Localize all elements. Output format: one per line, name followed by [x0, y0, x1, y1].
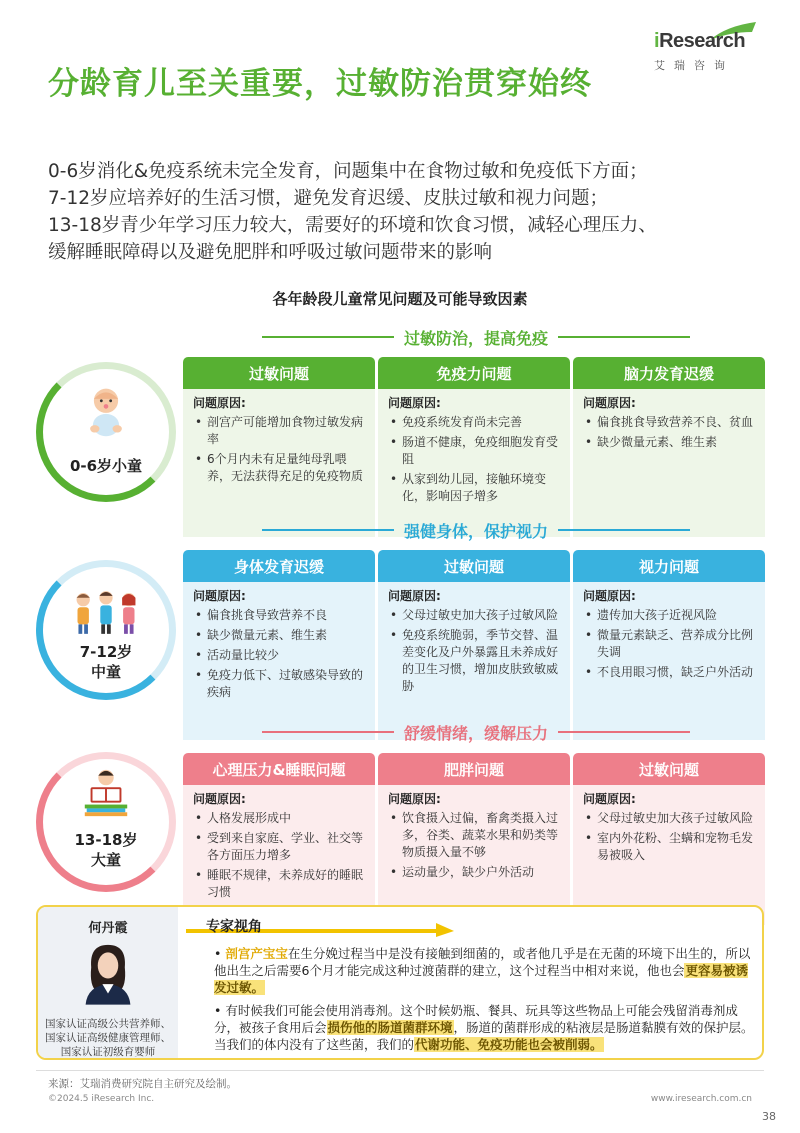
card-vision-7-12 [573, 550, 765, 740]
cause-label: 问题原因: [388, 792, 441, 806]
card-growth-7-12 [183, 550, 375, 740]
credential-line: 国家认证高级公共营养师、 [45, 1018, 171, 1030]
cause-label: 问题原因: [583, 589, 636, 603]
list-item: • 运动量少，缺少户外活动 [388, 864, 562, 881]
list-item: • 微量元素缺乏、营养成分比例失调 [583, 627, 757, 661]
list-item: • 剖宫产可能增加食物过敏发病率 [193, 414, 367, 448]
list-item: • 6个月内未有足量纯母乳喂养，无法获得充足的免疫物质 [193, 451, 367, 485]
text-run: 有时候我们可能会使用消毒剂。这个时候奶瓶、餐具、玩具等这些物品上可能会残留消毒剂成分，被孩子食用后会 [214, 1003, 738, 1035]
copyright: ©2024.5 iResearch Inc. [48, 1094, 155, 1104]
card-allergy-0-6 [183, 357, 375, 537]
text-run: 在生分娩过程当中是没有接触到细菌的，或者他几乎是在无菌的环境下出生的，所以他出生之后需要6个月才能完成这种过渡菌群的建立，这个过程当中相对来说，他也会 [214, 946, 751, 978]
cause-label: 问题原因: [193, 589, 246, 603]
list-item: • 肠道不健康，免疫细胞发育受阻 [388, 434, 562, 468]
divider-label: 过敏防治，提高免疫 [404, 328, 549, 348]
credential-line: 国家认证高级健康管理师、 [45, 1032, 171, 1044]
list-item: • 偏食挑食导致营养不良、贫血 [583, 414, 757, 431]
card-title: 免疫力问题 [378, 357, 570, 389]
source-note: 来源：艾瑞消费研究院自主研究及绘制。 [48, 1078, 237, 1090]
age-label: 7-12岁 [79, 643, 133, 661]
highlight: 更容易被诱发过敏。 [214, 963, 748, 995]
footer-divider [36, 1070, 764, 1071]
intro-text [48, 158, 768, 266]
expert-heading-text: 专家视角 [206, 919, 262, 935]
list-item: • 父母过敏史加大孩子过敏风险 [388, 607, 562, 624]
divider-label: 强健身体，保护视力 [404, 521, 549, 541]
baby-icon [78, 384, 134, 440]
cause-label: 问题原因: [583, 396, 636, 410]
age-sublabel: 大童 [90, 851, 121, 869]
card-allergy-13-18 [573, 753, 765, 925]
expert-heading [186, 913, 456, 937]
list-item: • 饮食摄入过偏，畜禽类摄入过多，谷类、蔬菜水果和奶类等物质摄入量不够 [388, 810, 562, 861]
list-item: • 人格发展形成中 [193, 810, 367, 827]
reading-teen-icon [77, 766, 135, 820]
logo-text: iResearch [654, 30, 746, 52]
credential-line: 国家认证初级育婴师 [60, 1046, 156, 1058]
children-icon [68, 588, 144, 636]
age-label: 0-6岁小童 [69, 457, 143, 475]
divider-group-2 [262, 518, 690, 542]
age-badge-0-6 [36, 362, 176, 502]
list-item: • 遗传加大孩子近视风险 [583, 607, 757, 624]
list-item: • 缺少微量元素、维生素 [583, 434, 757, 451]
expert-portrait-icon [80, 937, 136, 1007]
list-item: • 免疫系统发育尚未完善 [388, 414, 562, 431]
divider-group-1 [262, 325, 690, 349]
chart-title: 各年龄段儿童常见问题及可能导致因素 [272, 290, 528, 308]
card-psych-13-18 [183, 753, 375, 925]
card-title: 身体发育迟缓 [183, 550, 375, 582]
list-item: • 室内外花粉、尘螨和宠物毛发易被吸入 [583, 830, 757, 864]
list-item: • 免疫系统脆弱，季节交替、温差变化及户外暴露且未养成好的卫生习惯，增加皮肤致敏威胁 [388, 627, 562, 695]
intro-line: 7-12岁应培养好的生活习惯，避免发育迟缓、皮肤过敏和视力问题； [48, 188, 608, 209]
age-badge-7-12 [36, 560, 176, 700]
list-item: • 父母过敏史加大孩子过敏风险 [583, 810, 757, 827]
list-item: • 从家到幼儿园，接触环境变化，影响因子增多 [388, 471, 562, 505]
expert-name: 何丹霞 [88, 921, 128, 936]
card-title: 过敏问题 [573, 753, 765, 785]
divider-label: 舒缓情绪，缓解压力 [404, 723, 549, 743]
highlight: 代谢功能、免疫功能也会被削弱。 [415, 1037, 603, 1052]
page-title: 分龄育儿至关重要，过敏防治贯穿始终 [48, 66, 592, 102]
card-title: 过敏问题 [183, 357, 375, 389]
age-badge-13-18 [36, 752, 176, 892]
card-immunity-0-6 [378, 357, 570, 537]
expert-panel [38, 907, 178, 1058]
age-sublabel: 中童 [90, 663, 121, 681]
cause-label: 问题原因: [193, 792, 246, 806]
cause-label: 问题原因: [583, 792, 636, 806]
expert-paragraph: • 剖宫产宝宝在生分娩过程当中是没有接触到细菌的，或者他几乎是在无菌的环境下出生的，所以他出生之后需要6个月才能完成这种过渡菌群的建立，这个过程当中相对来说，他也会更容易被诱发过敏。 [214, 946, 751, 995]
logo-cn: 艾瑞咨询 [654, 59, 734, 72]
iresearch-logo [654, 30, 764, 73]
card-title: 肥胖问题 [378, 753, 570, 785]
intro-line: 缓解睡眠障碍以及避免肥胖和呼吸过敏问题带来的影响 [48, 242, 493, 263]
list-item: • 缺少微量元素、维生素 [193, 627, 367, 644]
intro-line: 0-6岁消化&免疫系统未完全发育，问题集中在食物过敏和免疫低下方面； [48, 161, 648, 182]
site-url: www.iresearch.com.cn [650, 1094, 752, 1104]
cause-label: 问题原因: [388, 589, 441, 603]
card-obesity-13-18 [378, 753, 570, 925]
expert-credentials [42, 1017, 174, 1059]
card-brain-0-6 [573, 357, 765, 537]
page-number: 38 [762, 1110, 776, 1123]
list-item: • 不良用眼习惯，缺乏户外活动 [583, 664, 757, 681]
list-item: • 受到来自家庭、学业、社交等各方面压力增多 [193, 830, 367, 864]
list-item: • 睡眠不规律，未养成好的睡眠习惯 [193, 867, 367, 901]
card-title: 脑力发育迟缓 [573, 357, 765, 389]
card-title: 过敏问题 [378, 550, 570, 582]
card-allergy-7-12 [378, 550, 570, 740]
cause-label: 问题原因: [193, 396, 246, 410]
list-item: • 活动量比较少 [193, 647, 367, 664]
expert-paragraph: • 有时候我们可能会使用消毒剂。这个时候奶瓶、餐具、玩具等这些物品上可能会残留消毒剂成分，被孩子食用后会损伤他的肠道菌群环境，肠道的菌群形成的粘液层是肠道黏膜有效的保护层。当我们的体内没有了这些菌，我们的代谢功能、免疫功能也会被削弱。 [214, 1003, 754, 1052]
cause-label: 问题原因: [388, 396, 441, 410]
list-item: • 偏食挑食导致营养不良 [193, 607, 367, 624]
expert-quotes [214, 945, 759, 1059]
list-item: • 免疫力低下、过敏感染导致的疾病 [193, 667, 367, 701]
highlight: 损伤他的肠道菌群环境 [327, 1020, 453, 1035]
text-run: ，肠道的菌群形成的粘液层是肠道黏膜有效的保护层。当我们的体内没有了这些菌，我们的 [214, 1020, 754, 1052]
divider-group-3 [262, 720, 690, 744]
card-title: 视力问题 [573, 550, 765, 582]
expert-box [36, 905, 764, 1060]
highlight: 剖宫产宝宝 [225, 946, 288, 961]
intro-line: 13-18岁青少年学习压力较大，需要好的环境和饮食习惯，减轻心理压力、 [48, 215, 657, 236]
card-title: 心理压力&睡眠问题 [183, 753, 375, 785]
age-label: 13-18岁 [74, 831, 138, 849]
